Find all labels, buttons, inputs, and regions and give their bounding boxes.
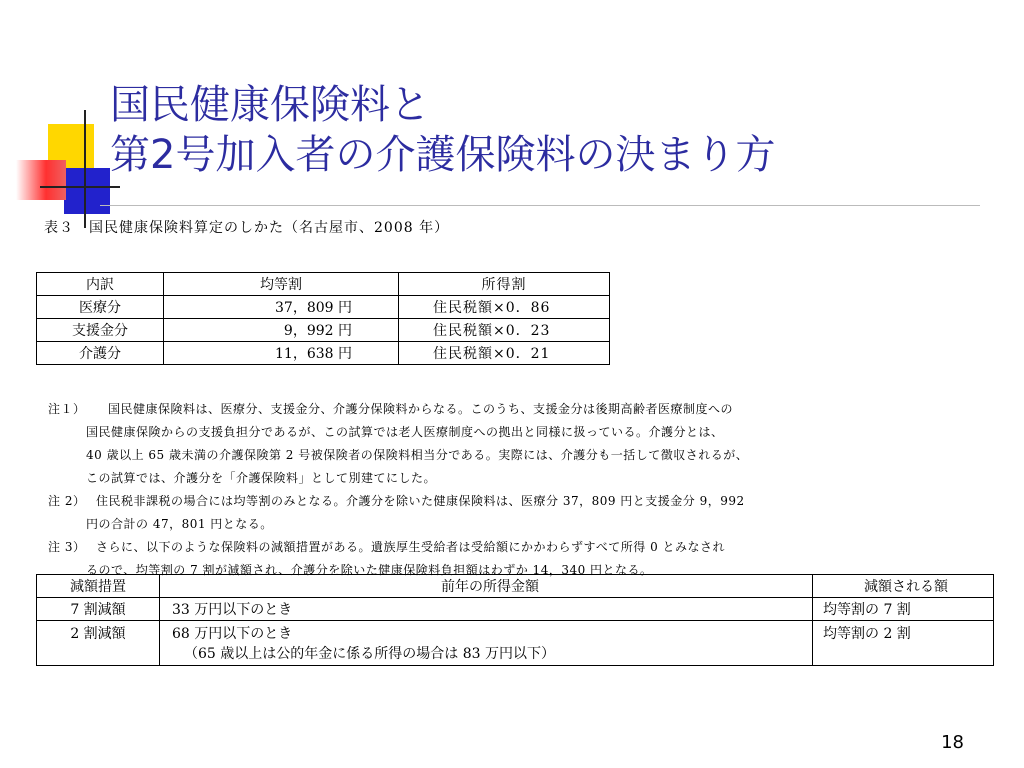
header-flat-rate: 均等割 — [164, 273, 399, 296]
table-caption: 表３ 国民健康保険料算定のしかた（名古屋市、2008 年） — [44, 220, 450, 236]
header-reduction: 減額される額 — [813, 575, 994, 598]
cell-category: 介護分 — [37, 342, 164, 365]
slide-title-line2: 第2号加入者の介護保険料の決まり方 — [110, 132, 776, 178]
slide-title-line1: 国民健康保険料と — [110, 82, 430, 128]
logo-square-red — [16, 160, 66, 200]
cell-income-rate: 住民税額×0．21 — [399, 342, 610, 365]
note-line: 国民健康保険料は、医療分、支援金分、介護分保険料からなる。このうち、支援金分は後期高齢者医療制度への — [108, 402, 734, 416]
note-body — [86, 490, 998, 536]
header-measure: 減額措置 — [37, 575, 160, 598]
note-label: 注１） — [48, 402, 86, 416]
slide-title — [110, 80, 775, 180]
logo-square-blue — [64, 168, 110, 214]
note-2 — [48, 490, 998, 536]
cell-category: 医療分 — [37, 296, 164, 319]
cell-flat-rate: 9，992 円 — [164, 319, 399, 342]
table-header-row — [37, 273, 610, 296]
notes-section — [48, 398, 998, 582]
note-line: 40 歳以上 65 歳未満の介護保険第 2 号被保険者の保険料相当分である。実際には、介護分も一括して徴収されるが、 — [86, 448, 749, 462]
cell-category: 支援金分 — [37, 319, 164, 342]
table-row — [37, 319, 610, 342]
note-line: 住民税非課税の場合には均等割のみとなる。介護分を除いた健康保険料は、医療分 37，809 円と支援金分 9，992 — [96, 494, 745, 508]
note-line: るので、均等割の 7 割が減額され、介護分を除いた健康保険料負担額はわずか 14，340 円となる。 — [86, 563, 653, 577]
table-row — [37, 342, 610, 365]
header-income: 前年の所得金額 — [160, 575, 813, 598]
cell-income-main: 68 万円以下のとき — [172, 626, 293, 642]
note-line: さらに、以下のような保険料の減額措置がある。遺族厚生受給者は受給額にかかわらずすべて所得 0 とみなされ — [96, 540, 726, 554]
cell-reduction: 均等割の 2 割 — [813, 621, 994, 666]
note-line: この試算では、介護分を「介護保険料」として別建てにした。 — [86, 471, 437, 485]
cell-reduction: 均等割の 7 割 — [813, 598, 994, 621]
table-row — [37, 598, 994, 621]
cell-measure: 2 割減額 — [37, 621, 160, 666]
table-row — [37, 621, 994, 666]
cell-flat-rate: 11，638 円 — [164, 342, 399, 365]
cell-income: 33 万円以下のとき — [160, 598, 813, 621]
logo-line-horizontal — [40, 186, 120, 188]
premium-table — [36, 272, 610, 365]
cell-income — [160, 621, 813, 666]
cell-income-rate: 住民税額×0．86 — [399, 296, 610, 319]
note-body — [86, 398, 998, 490]
note-label: 注 3） — [48, 540, 86, 554]
note-line: 円の合計の 47，801 円となる。 — [86, 517, 273, 531]
table-header-row — [37, 575, 994, 598]
cell-income-sub: （65 歳以上は公的年金に係る所得の場合は 83 万円以下） — [184, 646, 555, 662]
logo-line-vertical — [84, 110, 86, 228]
table-row — [37, 296, 610, 319]
note-1 — [48, 398, 998, 490]
note-line: 国民健康保険からの支援負担分であるが、この試算では老人医療制度への拠出と同様に扱っている。介護分とは、 — [86, 425, 724, 439]
header-income-rate: 所得割 — [399, 273, 610, 296]
page-number: 18 — [941, 732, 964, 753]
reduction-table — [36, 574, 994, 666]
note-label: 注 2） — [48, 494, 86, 508]
cell-income-rate: 住民税額×0．23 — [399, 319, 610, 342]
cell-flat-rate: 37，809 円 — [164, 296, 399, 319]
header-breakdown: 内訳 — [37, 273, 164, 296]
cell-measure: 7 割減額 — [37, 598, 160, 621]
title-divider — [100, 205, 980, 206]
